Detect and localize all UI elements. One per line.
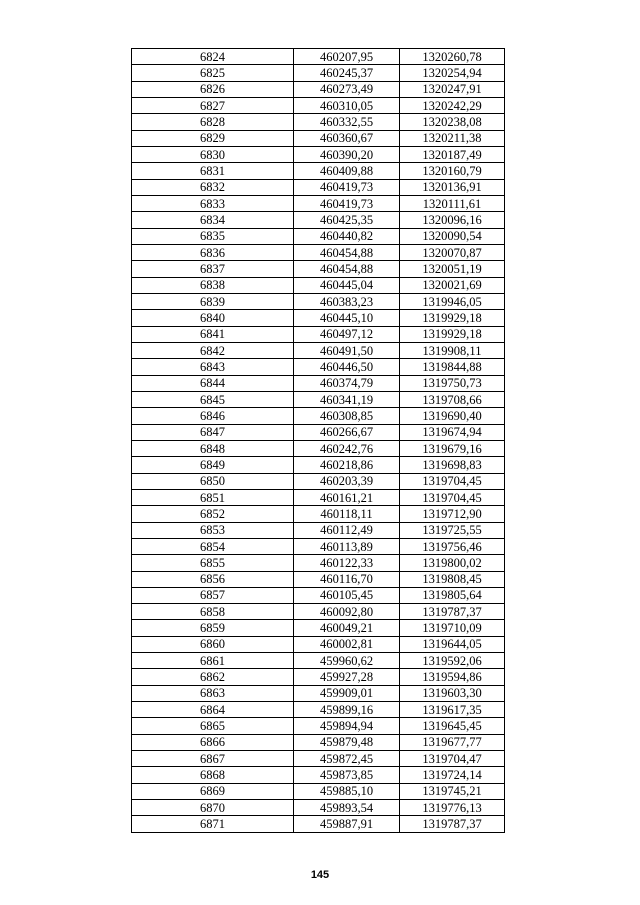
table-row bbox=[132, 473, 505, 489]
table-row bbox=[132, 261, 505, 277]
y-coordinate-cell: 1320238,08 bbox=[400, 114, 505, 130]
y-coordinate-cell: 1319712,90 bbox=[400, 506, 505, 522]
x-coordinate-cell: 460332,55 bbox=[294, 114, 400, 130]
point-number-cell: 6852 bbox=[132, 506, 294, 522]
x-coordinate-cell: 459894,94 bbox=[294, 718, 400, 734]
x-coordinate-cell: 460049,21 bbox=[294, 620, 400, 636]
coordinates-table bbox=[131, 48, 505, 833]
y-coordinate-cell: 1319750,73 bbox=[400, 375, 505, 391]
table-row bbox=[132, 114, 505, 130]
table-row bbox=[132, 653, 505, 669]
point-number-cell: 6827 bbox=[132, 97, 294, 113]
x-coordinate-cell: 460491,50 bbox=[294, 342, 400, 358]
y-coordinate-cell: 1319844,88 bbox=[400, 359, 505, 375]
point-number-cell: 6843 bbox=[132, 359, 294, 375]
table-row bbox=[132, 604, 505, 620]
y-coordinate-cell: 1319677,77 bbox=[400, 734, 505, 750]
y-coordinate-cell: 1319698,83 bbox=[400, 457, 505, 473]
table-row bbox=[132, 587, 505, 603]
y-coordinate-cell: 1319617,35 bbox=[400, 702, 505, 718]
table-row bbox=[132, 457, 505, 473]
point-number-cell: 6835 bbox=[132, 228, 294, 244]
point-number-cell: 6869 bbox=[132, 783, 294, 799]
y-coordinate-cell: 1320090,54 bbox=[400, 228, 505, 244]
point-number-cell: 6866 bbox=[132, 734, 294, 750]
point-number-cell: 6864 bbox=[132, 702, 294, 718]
x-coordinate-cell: 460390,20 bbox=[294, 146, 400, 162]
point-number-cell: 6853 bbox=[132, 522, 294, 538]
y-coordinate-cell: 1320136,91 bbox=[400, 179, 505, 195]
y-coordinate-cell: 1320160,79 bbox=[400, 163, 505, 179]
table-row bbox=[132, 620, 505, 636]
point-number-cell: 6868 bbox=[132, 767, 294, 783]
x-coordinate-cell: 459872,45 bbox=[294, 751, 400, 767]
y-coordinate-cell: 1319679,16 bbox=[400, 440, 505, 456]
x-coordinate-cell: 460341,19 bbox=[294, 391, 400, 407]
y-coordinate-cell: 1319908,11 bbox=[400, 342, 505, 358]
y-coordinate-cell: 1319756,46 bbox=[400, 538, 505, 554]
y-coordinate-cell: 1319592,06 bbox=[400, 653, 505, 669]
table-row bbox=[132, 506, 505, 522]
x-coordinate-cell: 460310,05 bbox=[294, 97, 400, 113]
table-row bbox=[132, 212, 505, 228]
x-coordinate-cell: 460002,81 bbox=[294, 636, 400, 652]
point-number-cell: 6870 bbox=[132, 800, 294, 816]
x-coordinate-cell: 459885,10 bbox=[294, 783, 400, 799]
table-row bbox=[132, 293, 505, 309]
table-row bbox=[132, 718, 505, 734]
point-number-cell: 6846 bbox=[132, 408, 294, 424]
point-number-cell: 6828 bbox=[132, 114, 294, 130]
x-coordinate-cell: 460383,23 bbox=[294, 293, 400, 309]
point-number-cell: 6863 bbox=[132, 685, 294, 701]
y-coordinate-cell: 1319808,45 bbox=[400, 571, 505, 587]
y-coordinate-cell: 1319724,14 bbox=[400, 767, 505, 783]
x-coordinate-cell: 460360,67 bbox=[294, 130, 400, 146]
table-row bbox=[132, 734, 505, 750]
y-coordinate-cell: 1320070,87 bbox=[400, 244, 505, 260]
y-coordinate-cell: 1319805,64 bbox=[400, 587, 505, 603]
table-row bbox=[132, 685, 505, 701]
table-row bbox=[132, 391, 505, 407]
x-coordinate-cell: 459960,62 bbox=[294, 653, 400, 669]
y-coordinate-cell: 1319690,40 bbox=[400, 408, 505, 424]
x-coordinate-cell: 460245,37 bbox=[294, 65, 400, 81]
table-row bbox=[132, 440, 505, 456]
table-row bbox=[132, 65, 505, 81]
x-coordinate-cell: 460207,95 bbox=[294, 49, 400, 65]
y-coordinate-cell: 1319645,45 bbox=[400, 718, 505, 734]
table-row bbox=[132, 571, 505, 587]
x-coordinate-cell: 460409,88 bbox=[294, 163, 400, 179]
y-coordinate-cell: 1320096,16 bbox=[400, 212, 505, 228]
y-coordinate-cell: 1319704,45 bbox=[400, 473, 505, 489]
x-coordinate-cell: 460116,70 bbox=[294, 571, 400, 587]
y-coordinate-cell: 1319946,05 bbox=[400, 293, 505, 309]
point-number-cell: 6861 bbox=[132, 653, 294, 669]
point-number-cell: 6850 bbox=[132, 473, 294, 489]
y-coordinate-cell: 1319787,37 bbox=[400, 816, 505, 832]
table-row bbox=[132, 375, 505, 391]
table-row bbox=[132, 326, 505, 342]
x-coordinate-cell: 460419,73 bbox=[294, 195, 400, 211]
point-number-cell: 6845 bbox=[132, 391, 294, 407]
x-coordinate-cell: 459927,28 bbox=[294, 669, 400, 685]
y-coordinate-cell: 1320211,38 bbox=[400, 130, 505, 146]
x-coordinate-cell: 460454,88 bbox=[294, 261, 400, 277]
y-coordinate-cell: 1320111,61 bbox=[400, 195, 505, 211]
x-coordinate-cell: 460425,35 bbox=[294, 212, 400, 228]
x-coordinate-cell: 459887,91 bbox=[294, 816, 400, 832]
y-coordinate-cell: 1319674,94 bbox=[400, 424, 505, 440]
y-coordinate-cell: 1319929,18 bbox=[400, 326, 505, 342]
table-row bbox=[132, 228, 505, 244]
table-row bbox=[132, 195, 505, 211]
table-row bbox=[132, 751, 505, 767]
point-number-cell: 6860 bbox=[132, 636, 294, 652]
x-coordinate-cell: 460105,45 bbox=[294, 587, 400, 603]
x-coordinate-cell: 460112,49 bbox=[294, 522, 400, 538]
table-row bbox=[132, 767, 505, 783]
table-row bbox=[132, 800, 505, 816]
x-coordinate-cell: 460242,76 bbox=[294, 440, 400, 456]
table-row bbox=[132, 636, 505, 652]
x-coordinate-cell: 460113,89 bbox=[294, 538, 400, 554]
y-coordinate-cell: 1319710,09 bbox=[400, 620, 505, 636]
y-coordinate-cell: 1320260,78 bbox=[400, 49, 505, 65]
y-coordinate-cell: 1320187,49 bbox=[400, 146, 505, 162]
x-coordinate-cell: 460419,73 bbox=[294, 179, 400, 195]
x-coordinate-cell: 460454,88 bbox=[294, 244, 400, 260]
point-number-cell: 6848 bbox=[132, 440, 294, 456]
x-coordinate-cell: 460218,86 bbox=[294, 457, 400, 473]
point-number-cell: 6832 bbox=[132, 179, 294, 195]
point-number-cell: 6839 bbox=[132, 293, 294, 309]
y-coordinate-cell: 1319704,45 bbox=[400, 489, 505, 505]
table-row bbox=[132, 489, 505, 505]
point-number-cell: 6841 bbox=[132, 326, 294, 342]
y-coordinate-cell: 1320021,69 bbox=[400, 277, 505, 293]
page-number: 145 bbox=[310, 869, 330, 881]
point-number-cell: 6865 bbox=[132, 718, 294, 734]
table-row bbox=[132, 97, 505, 113]
x-coordinate-cell: 460118,11 bbox=[294, 506, 400, 522]
y-coordinate-cell: 1319594,86 bbox=[400, 669, 505, 685]
point-number-cell: 6856 bbox=[132, 571, 294, 587]
table-row bbox=[132, 81, 505, 97]
point-number-cell: 6825 bbox=[132, 65, 294, 81]
x-coordinate-cell: 460266,67 bbox=[294, 424, 400, 440]
point-number-cell: 6840 bbox=[132, 310, 294, 326]
table-row bbox=[132, 179, 505, 195]
point-number-cell: 6834 bbox=[132, 212, 294, 228]
y-coordinate-cell: 1319776,13 bbox=[400, 800, 505, 816]
table-row bbox=[132, 669, 505, 685]
y-coordinate-cell: 1319708,66 bbox=[400, 391, 505, 407]
table-row bbox=[132, 522, 505, 538]
y-coordinate-cell: 1319725,55 bbox=[400, 522, 505, 538]
x-coordinate-cell: 460445,10 bbox=[294, 310, 400, 326]
point-number-cell: 6851 bbox=[132, 489, 294, 505]
point-number-cell: 6844 bbox=[132, 375, 294, 391]
y-coordinate-cell: 1319800,02 bbox=[400, 555, 505, 571]
table-row bbox=[132, 702, 505, 718]
y-coordinate-cell: 1320254,94 bbox=[400, 65, 505, 81]
table-row bbox=[132, 359, 505, 375]
point-number-cell: 6838 bbox=[132, 277, 294, 293]
table-row bbox=[132, 555, 505, 571]
table-row bbox=[132, 130, 505, 146]
point-number-cell: 6854 bbox=[132, 538, 294, 554]
y-coordinate-cell: 1319644,05 bbox=[400, 636, 505, 652]
point-number-cell: 6837 bbox=[132, 261, 294, 277]
table-row bbox=[132, 163, 505, 179]
point-number-cell: 6867 bbox=[132, 751, 294, 767]
point-number-cell: 6847 bbox=[132, 424, 294, 440]
x-coordinate-cell: 459879,48 bbox=[294, 734, 400, 750]
table-row bbox=[132, 310, 505, 326]
y-coordinate-cell: 1319704,47 bbox=[400, 751, 505, 767]
table-row bbox=[132, 244, 505, 260]
point-number-cell: 6849 bbox=[132, 457, 294, 473]
y-coordinate-cell: 1320051,19 bbox=[400, 261, 505, 277]
point-number-cell: 6824 bbox=[132, 49, 294, 65]
table-row bbox=[132, 277, 505, 293]
table-row bbox=[132, 816, 505, 832]
x-coordinate-cell: 459893,54 bbox=[294, 800, 400, 816]
point-number-cell: 6830 bbox=[132, 146, 294, 162]
table-row bbox=[132, 408, 505, 424]
x-coordinate-cell: 460308,85 bbox=[294, 408, 400, 424]
point-number-cell: 6855 bbox=[132, 555, 294, 571]
x-coordinate-cell: 460497,12 bbox=[294, 326, 400, 342]
y-coordinate-cell: 1319745,21 bbox=[400, 783, 505, 799]
x-coordinate-cell: 460445,04 bbox=[294, 277, 400, 293]
x-coordinate-cell: 459899,16 bbox=[294, 702, 400, 718]
table-row bbox=[132, 783, 505, 799]
point-number-cell: 6842 bbox=[132, 342, 294, 358]
table-row bbox=[132, 49, 505, 65]
point-number-cell: 6859 bbox=[132, 620, 294, 636]
x-coordinate-cell: 460446,50 bbox=[294, 359, 400, 375]
point-number-cell: 6858 bbox=[132, 604, 294, 620]
x-coordinate-cell: 459873,85 bbox=[294, 767, 400, 783]
table-row bbox=[132, 538, 505, 554]
table-row bbox=[132, 424, 505, 440]
y-coordinate-cell: 1320242,29 bbox=[400, 97, 505, 113]
x-coordinate-cell: 459909,01 bbox=[294, 685, 400, 701]
x-coordinate-cell: 460374,79 bbox=[294, 375, 400, 391]
x-coordinate-cell: 460203,39 bbox=[294, 473, 400, 489]
point-number-cell: 6871 bbox=[132, 816, 294, 832]
x-coordinate-cell: 460092,80 bbox=[294, 604, 400, 620]
point-number-cell: 6829 bbox=[132, 130, 294, 146]
y-coordinate-cell: 1319787,37 bbox=[400, 604, 505, 620]
point-number-cell: 6862 bbox=[132, 669, 294, 685]
point-number-cell: 6831 bbox=[132, 163, 294, 179]
table-row bbox=[132, 342, 505, 358]
point-number-cell: 6857 bbox=[132, 587, 294, 603]
point-number-cell: 6833 bbox=[132, 195, 294, 211]
y-coordinate-cell: 1319929,18 bbox=[400, 310, 505, 326]
table-row bbox=[132, 146, 505, 162]
y-coordinate-cell: 1320247,91 bbox=[400, 81, 505, 97]
point-number-cell: 6826 bbox=[132, 81, 294, 97]
coordinates-table-body bbox=[132, 49, 505, 833]
x-coordinate-cell: 460161,21 bbox=[294, 489, 400, 505]
x-coordinate-cell: 460273,49 bbox=[294, 81, 400, 97]
point-number-cell: 6836 bbox=[132, 244, 294, 260]
y-coordinate-cell: 1319603,30 bbox=[400, 685, 505, 701]
x-coordinate-cell: 460440,82 bbox=[294, 228, 400, 244]
x-coordinate-cell: 460122,33 bbox=[294, 555, 400, 571]
